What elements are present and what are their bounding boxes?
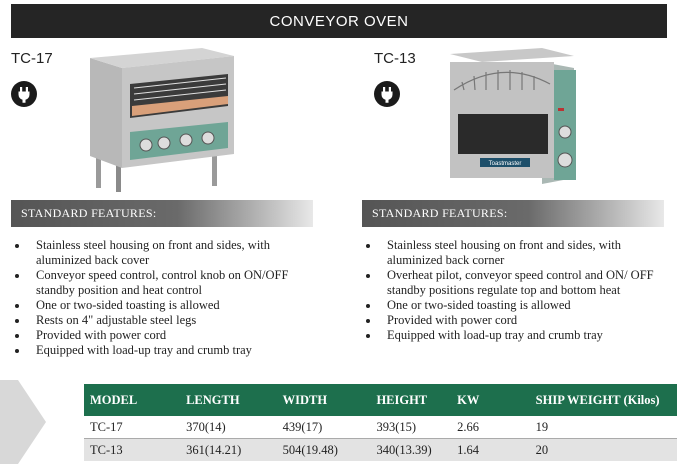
electric-plug-icon — [11, 81, 37, 107]
tc13-oven-photo — [442, 44, 582, 186]
spec-table — [84, 384, 677, 461]
spec-table-header — [84, 384, 677, 416]
model-label-tc13: TC-13 — [374, 50, 416, 67]
col-model: MODEL — [84, 384, 180, 416]
table-row — [84, 416, 677, 439]
cell-width: 439(17) — [277, 416, 371, 439]
col-kw: KW — [451, 384, 530, 416]
cell-kw: 2.66 — [451, 416, 530, 439]
cell-width: 504(19.48) — [277, 439, 371, 462]
toastmaster-plate: Toastmaster — [488, 161, 522, 167]
table-row — [84, 439, 677, 462]
feature-item: Stainless steel housing on front and sides, with aluminized back cover — [11, 238, 341, 268]
cell-model: TC-17 — [84, 416, 180, 439]
electric-plug-icon — [374, 81, 400, 107]
cell-model: TC-13 — [84, 439, 180, 462]
cell-ship-weight: 20 — [530, 439, 677, 462]
cell-length: 370(14) — [180, 416, 277, 439]
features-heading-tc13: STANDARD FEATURES: — [362, 200, 664, 227]
feature-item: Equipped with load-up tray and crumb tray — [11, 343, 341, 358]
col-width: WIDTH — [277, 384, 371, 416]
cell-length: 361(14.21) — [180, 439, 277, 462]
feature-item: Equipped with load-up tray and crumb tray — [362, 328, 674, 343]
feature-item: One or two-sided toasting is allowed — [11, 298, 341, 313]
cell-ship-weight: 19 — [530, 416, 677, 439]
feature-item: Conveyor speed control, control knob on ON/OFF standby position and heat control — [11, 268, 341, 298]
col-length: LENGTH — [180, 384, 277, 416]
feature-item: Provided with power cord — [362, 313, 674, 328]
feature-item: One or two-sided toasting is allowed — [362, 298, 674, 313]
feature-item: Provided with power cord — [11, 328, 341, 343]
col-height: HEIGHT — [370, 384, 451, 416]
feature-item: Rests on 4" adjustable steel legs — [11, 313, 341, 328]
page-title — [11, 4, 667, 38]
tc17-oven-photo — [82, 44, 242, 194]
col-ship-weight: SHIP WEIGHT (Kilos) — [530, 384, 677, 416]
model-label-tc17: TC-17 — [11, 50, 53, 67]
chevron-right-icon — [0, 380, 48, 464]
cell-kw: 1.64 — [451, 439, 530, 462]
feature-item: Stainless steel housing on front and sides, with aluminized back corner — [362, 238, 674, 268]
cell-height: 393(15) — [370, 416, 451, 439]
features-list-tc13 — [362, 238, 674, 343]
feature-item: Overheat pilot, conveyor speed control and ON/ OFF standby positions regulate top and bottom heat — [362, 268, 674, 298]
cell-height: 340(13.39) — [370, 439, 451, 462]
page-title-text: CONVEYOR OVEN — [269, 12, 409, 30]
features-heading-tc17: STANDARD FEATURES: — [11, 200, 313, 227]
features-list-tc17 — [11, 238, 341, 358]
